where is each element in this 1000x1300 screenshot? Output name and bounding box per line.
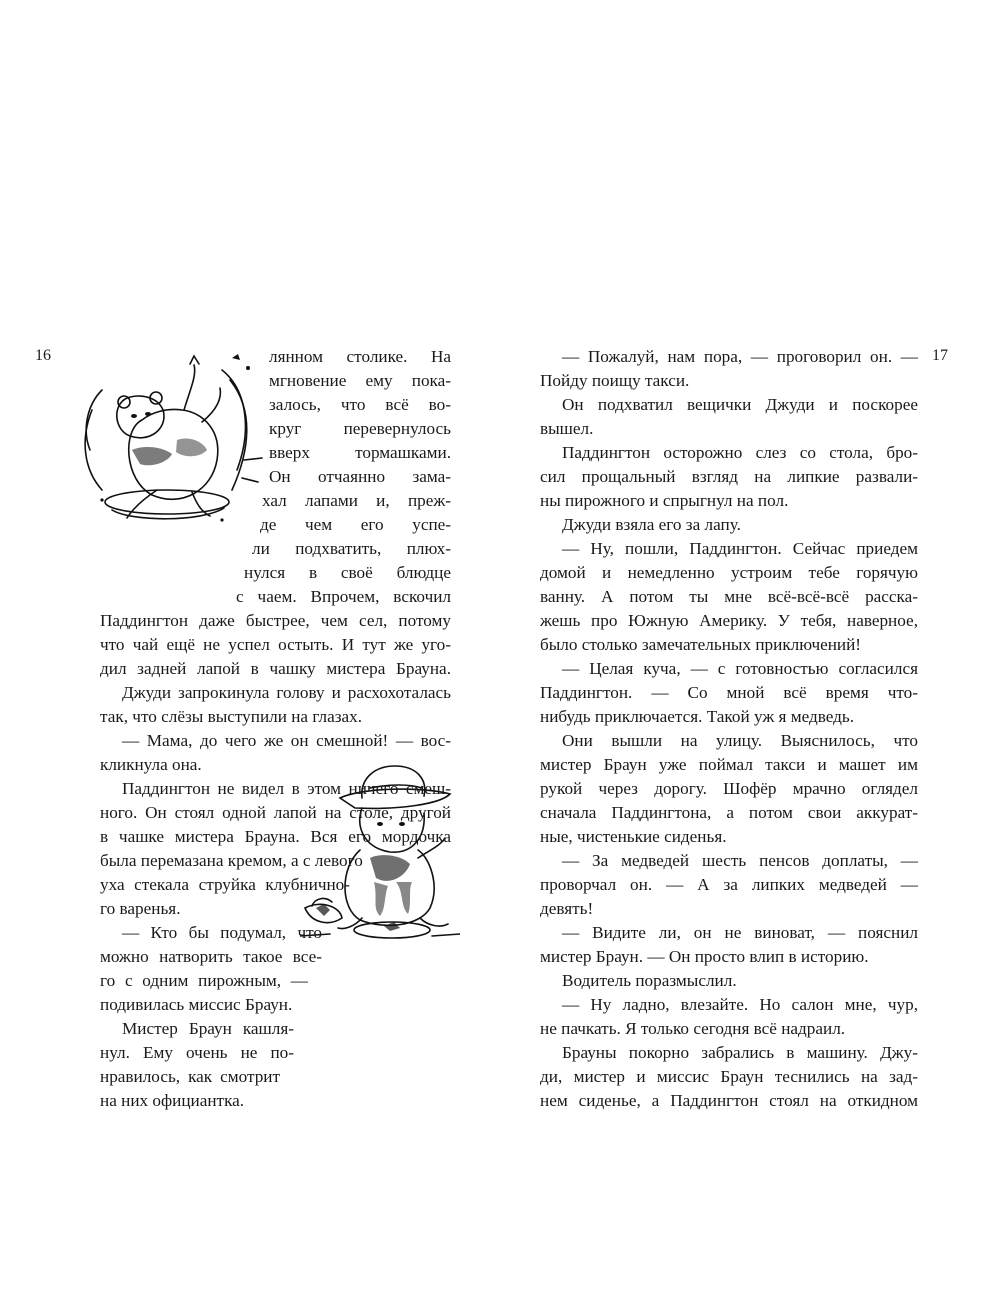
text-line: жешь про Южную Америку. У тебя, наверное, xyxy=(540,611,918,630)
text-line: Паддингтон. — Со мной всё время что- xyxy=(540,683,918,702)
text-line: не пачкать. Я только сегодня всё надраил. xyxy=(540,1019,846,1038)
text-line: ли подхватить, плюх- xyxy=(252,539,451,558)
text-line: уха стекала струйка клубнично- xyxy=(100,875,350,894)
text-line: вышел. xyxy=(540,419,594,438)
text-line: нибудь приключается. Такой уж я медведь. xyxy=(540,707,855,726)
text-line: можно натворить такое все- xyxy=(100,947,322,966)
text-line: Он подхватил вещички Джуди и поскорее xyxy=(562,395,918,414)
text-line: лянном столике. На xyxy=(269,347,451,366)
text-line: ны пирожного и спрыгнул на пол. xyxy=(540,491,789,510)
text-line: было столько замечательных приключений! xyxy=(540,635,862,654)
text-line: мистер Браун уже поймал такси и машет им xyxy=(540,755,918,774)
text-line: хал лапами и, преж- xyxy=(262,491,451,510)
page-number-left: 16 xyxy=(35,347,51,364)
text-line: — Видите ли, он не виноват, — пояснил xyxy=(562,923,918,942)
text-line: ванну. А потом ты мне всё-всё-всё расска- xyxy=(540,587,918,606)
text-line: Паддингтон даже быстрее, чем сел, потому xyxy=(100,611,451,630)
text-line: ного. Он стоял одной лапой на столе, другой xyxy=(100,803,451,822)
text-line: Пойду поищу такси. xyxy=(540,371,690,390)
text-line: — Ну, пошли, Паддингтон. Сейчас приедем xyxy=(562,539,918,558)
right-page-text xyxy=(540,345,918,1113)
text-line: кликнула она. xyxy=(100,755,202,774)
text-line: — Ну ладно, влезайте. Но салон мне, чур, xyxy=(562,995,918,1014)
text-line: вверх тормашками. xyxy=(269,443,451,462)
text-line: — Кто бы подумал, что xyxy=(122,923,322,942)
text-line: что чай ещё не успел остыть. И тут же уго- xyxy=(100,635,451,654)
text-line: Джуди взяла его за лапу. xyxy=(562,515,741,534)
text-line: подивилась миссис Браун. xyxy=(100,995,293,1014)
text-line: круг перевернулось xyxy=(269,419,451,438)
text-line: нем сиденье, а Паддингтон стоял на откидном xyxy=(540,1091,918,1110)
text-line: ди, мистер и миссис Браун теснились на зад- xyxy=(540,1067,918,1086)
left-page-text xyxy=(100,345,451,1113)
text-line: на них официантка. xyxy=(100,1091,245,1110)
text-line: с чаем. Впрочем, вскочил xyxy=(236,587,451,606)
text-line: нул. Ему очень не по- xyxy=(100,1043,294,1062)
text-line: ные, чистенькие сиденья. xyxy=(540,827,727,846)
text-line: была перемазана кремом, а с левого xyxy=(100,851,363,870)
text-line: дил задней лапой в чашку мистера Брауна. xyxy=(100,659,451,678)
text-line: домой и немедленно устроим тебе горячую xyxy=(540,563,918,582)
text-line: мистер Браун. — Он просто влип в историю. xyxy=(540,947,869,966)
text-line: нравилось, как смотрит xyxy=(100,1067,280,1086)
text-line: сначала Паддингтона, а потом свои аккурат- xyxy=(540,803,918,822)
text-line: рукой через дорогу. Шофёр мрачно оглядел xyxy=(540,779,918,798)
text-line: го варенья. xyxy=(100,899,181,918)
text-line: Они вышли на улицу. Выяснилось, что xyxy=(562,731,918,750)
text-line: так, что слёзы выступили на глазах. xyxy=(100,707,363,726)
text-line: Брауны покорно забрались в машину. Джу- xyxy=(562,1043,918,1062)
text-line: Мистер Браун кашля- xyxy=(122,1019,294,1038)
text-line: залось, что всё во- xyxy=(269,395,451,414)
text-line: проворчал он. — А за липких медведей — xyxy=(540,875,918,894)
text-line: де чем его успе- xyxy=(260,515,451,534)
text-line: — Пожалуй, нам пора, — проговорил он. — xyxy=(562,347,918,366)
text-line: мгновение ему пока- xyxy=(269,371,451,390)
text-line: девять! xyxy=(540,899,594,918)
text-line: — Мама, до чего же он смешной! — вос- xyxy=(122,731,451,750)
text-line: в чашке мистера Брауна. Вся его мордочка xyxy=(100,827,451,846)
page-number-right: 17 xyxy=(932,347,948,364)
text-line: Джуди запрокинула голову и расхохоталась xyxy=(122,683,451,702)
text-line: го с одним пирожным, — xyxy=(100,971,308,990)
text-line: — Целая куча, — с готовностью согласился xyxy=(562,659,918,678)
text-line: Водитель поразмыслил. xyxy=(562,971,737,990)
text-line: Паддингтон не видел в этом ничего смеш- xyxy=(122,779,451,798)
text-line: нулся в своё блюдце xyxy=(244,563,451,582)
text-line: Паддингтон осторожно слез со стола, бро- xyxy=(562,443,918,462)
text-line: — За медведей шесть пенсов доплаты, — xyxy=(562,851,918,870)
text-line: Он отчаянно зама- xyxy=(269,467,451,486)
text-line: сил прощальный взгляд на липкие развали- xyxy=(540,467,918,486)
